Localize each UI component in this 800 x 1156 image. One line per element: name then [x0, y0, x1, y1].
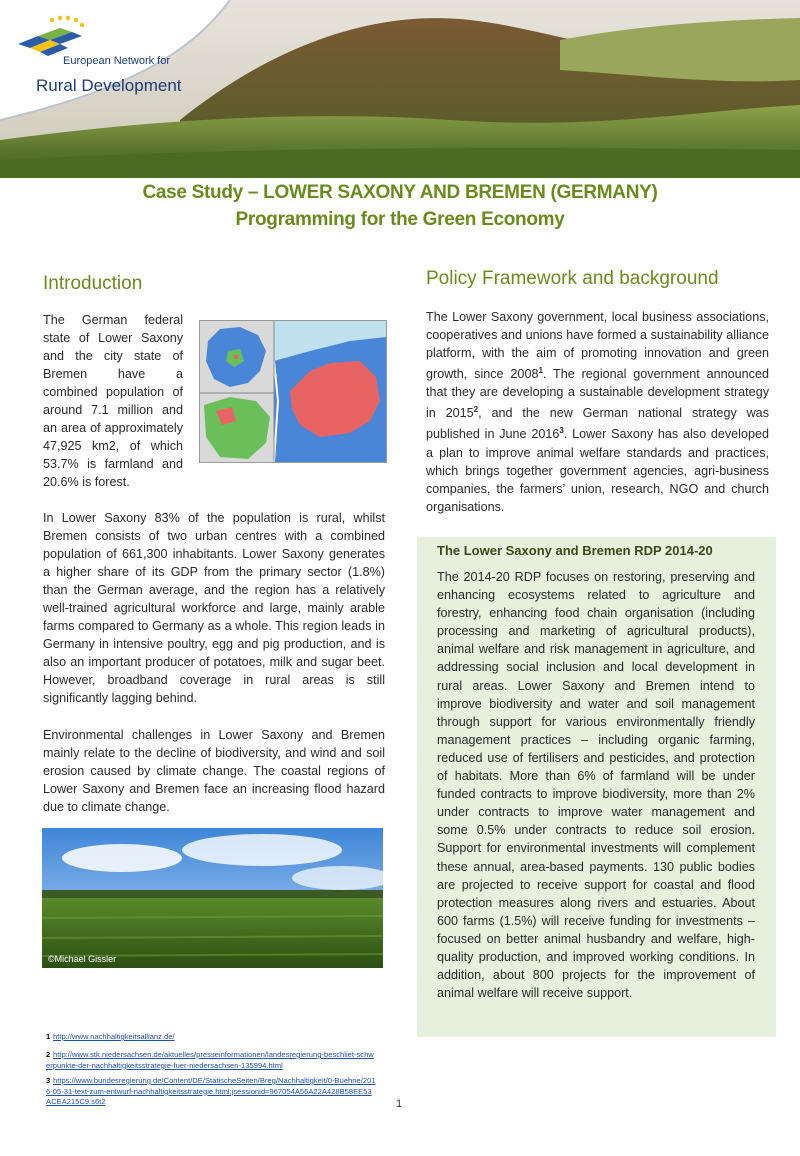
rdp-box-title: The Lower Saxony and Bremen RDP 2014-20	[437, 543, 713, 558]
header-banner	[0, 0, 800, 178]
page-number: 1	[396, 1098, 403, 1110]
footnote-2-link[interactable]: http://www.stk.niedersachsen.de/aktuelles/presseinformationen/landesregierung-beschliet-schwerpunkte-der-nachhaltigkeitsstrategie-fuer-niedersachsen-135994.html	[46, 1050, 374, 1070]
footnote-ref-2[interactable]: 2	[473, 405, 479, 415]
footnote-1-link[interactable]: http://www.nachhaltigkeitsallianz.de/	[53, 1032, 175, 1041]
enrd-logo	[12, 14, 182, 95]
footnote-ref-1[interactable]: 1	[538, 366, 543, 375]
field-photo-image	[42, 828, 383, 968]
policy-heading: Policy Framework and background	[426, 268, 719, 289]
introduction-paragraph-2: In Lower Saxony 83% of the population is rural, whilst Bremen consists of two urban centres with a combined population of 661,300 inhabitants. Lower Saxony generates a higher share of its GDP from the primary sector (1.8%) than the German average, and the region has a relatively well-trained agricultural workforce and large, mainly arable farms compared to Germany as a whole. This region leads in Germany in intensive poultry, egg and pig production, and is also an important producer of potatoes, milk and sugar beet. However, broadband coverage in rural areas is still significantly lagging behind.	[43, 511, 385, 705]
policy-text-3: , and the new German national strategy was published in June 2016	[426, 406, 769, 442]
footnote-3[interactable]	[46, 1076, 376, 1108]
policy-paragraph	[426, 308, 769, 516]
region-map-image	[200, 321, 386, 462]
footnote-3-number: 3	[46, 1076, 51, 1085]
footnote-1-number: 1	[46, 1032, 51, 1041]
policy-text-4: . Lower Saxony has also developed a plan to improve animal welfare standards and practices, which brings together government agencies, agri-business companies, the farmers’ union, research, NGO and church organisations.	[426, 427, 769, 514]
footnote-2[interactable]	[46, 1050, 376, 1071]
page-subtitle: Programming for the Green Economy	[235, 209, 565, 230]
location-map	[199, 320, 387, 463]
footnote-ref-3[interactable]: 3	[559, 426, 564, 436]
policy-text-1: The Lower Saxony government, local business associations, cooperatives and unions have formed a sustainability alliance platform, with the aim of promoting innovation and green growth, since 2008	[426, 310, 769, 382]
introduction-paragraph-1: The German federal state of Lower Saxony and the city state of Bremen have a combined population of around 7.1 million and an area of approximately 47,925 km2, of which 53.7% is farmland and 20.6% is forest.	[43, 313, 183, 489]
footnote-2-number: 2	[46, 1050, 51, 1059]
rdp-info-box	[417, 537, 776, 1037]
field-photo	[42, 828, 383, 968]
footnote-1[interactable]	[46, 1032, 376, 1043]
policy-text-2: . The regional government announced that they are developing a sustainable development strategy in 2015	[426, 367, 769, 421]
rdp-box-text: The 2014-20 RDP focuses on restoring, preserving and enhancing ecosystems related to agriculture and forestry, enhancing food chain organisation (including processing and marketing of agricultural products), animal welfare and risk management in agriculture, and addressing social inclusion and local development in rural areas. Lower Saxony and Bremen intend to improve biodiversity and water and soil management through support for various environmentally friendly management practices – including organic farming, reduced use of fertilisers and pesticides, and protection of habitats. More than 6% of farmland will be under funded contracts to improve biodiversity, more than 2% under contracts to improve water management and some 0.5% under contracts to reduce soil erosion. Support for environmental investments will complement these annual, area-based payments. 130 public bodies are projected to receive support for coastal and flood protection measures along rivers and estuaries. About 600 farms (1.5%) will receive funding for investments – focused on better animal husbandry and welfare, high-quality production, and improved working conditions. In addition, about 800 projects for the improvement of animal welfare will receive support.	[437, 570, 755, 1001]
photo-credit: ©Michael Gissler	[48, 954, 117, 964]
footnote-3-link[interactable]: https://www.bundesregierung.de/Content/DE/StatischeSeiten/Breg/Nachhaltigkeit/0-Buehne/2016-05-31-text-zum-entwurf-nachhaltigkeitsstrategie.html;jsessionid=967054A56A22A428B58EE53ACEA215C9.s6t2	[46, 1076, 376, 1106]
org-name-line1: European Network for	[63, 55, 170, 67]
org-name-line2: Rural Development	[36, 76, 182, 95]
introduction-heading: Introduction	[43, 273, 143, 294]
introduction-paragraph-3: Environmental challenges in Lower Saxony and Bremen mainly relate to the decline of biodiversity, and wind and soil erosion caused by climate change. The coastal regions of Lower Saxony and Bremen face an increasing flood hazard due to climate change.	[43, 728, 385, 814]
page-title: Case Study – LOWER SAXONY AND BREMEN (GERMANY)	[142, 182, 658, 203]
